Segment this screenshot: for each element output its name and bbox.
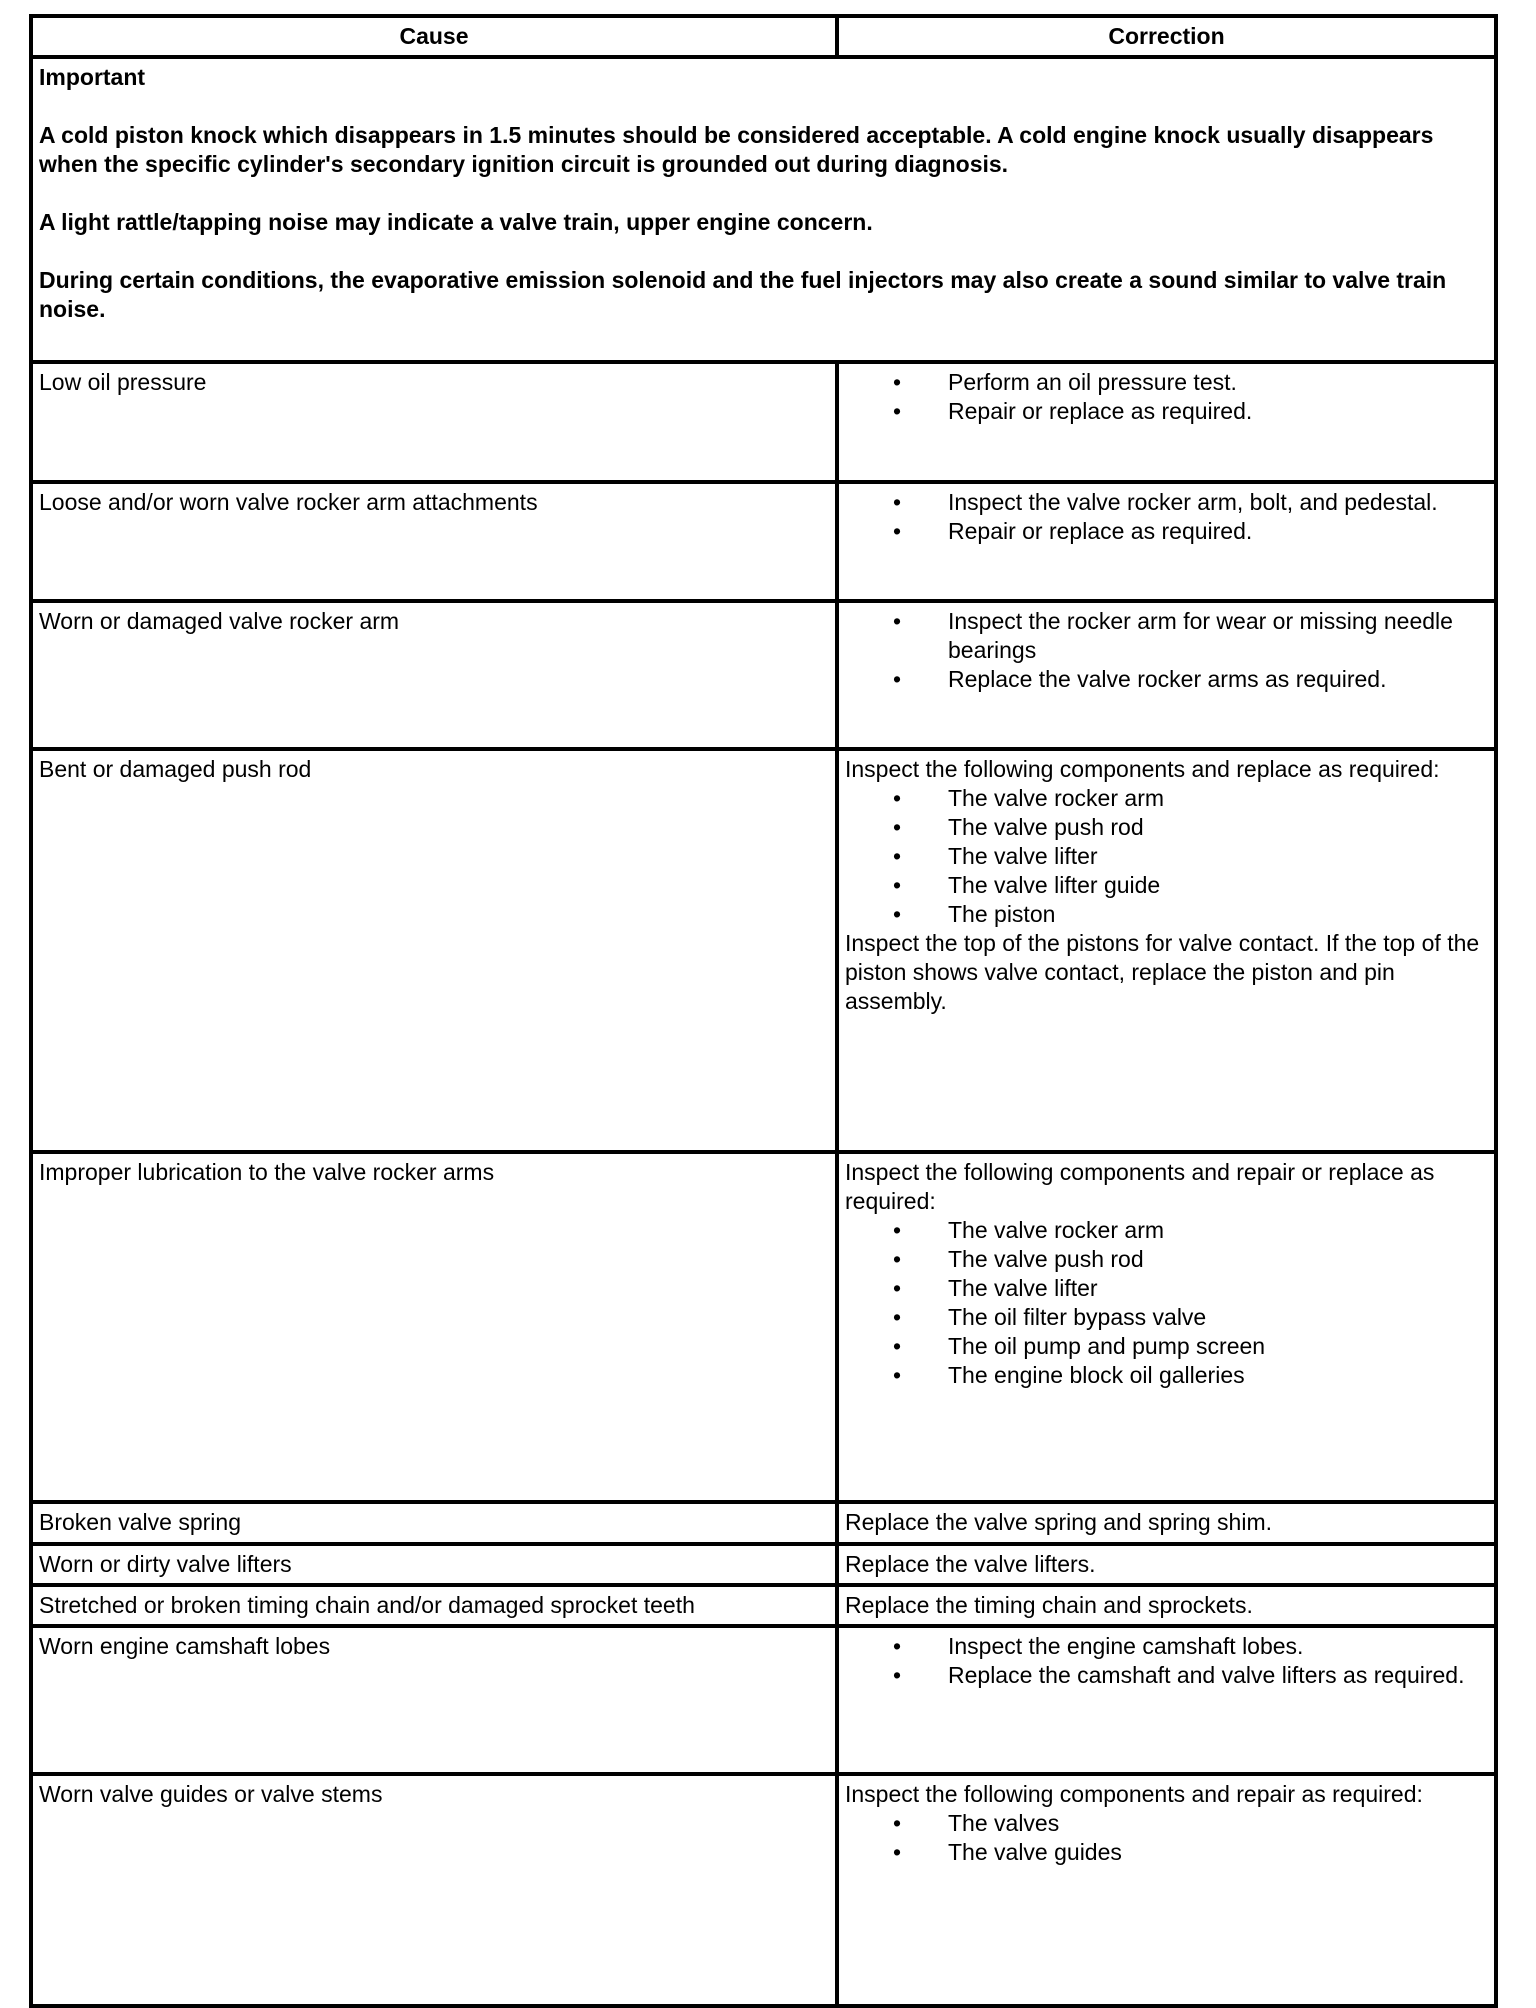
list-item: • Repair or replace as required. bbox=[845, 517, 1488, 546]
correction-list bbox=[845, 1632, 1488, 1690]
list-item: • Inspect the valve rocker arm, bolt, and pedestal. bbox=[845, 488, 1488, 517]
correction-cell bbox=[837, 1774, 1496, 2006]
correction-cell: Replace the valve spring and spring shim. bbox=[837, 1502, 1496, 1544]
important-note bbox=[31, 57, 1496, 362]
table-row bbox=[31, 482, 1496, 601]
list-item: • Repair or replace as required. bbox=[845, 397, 1488, 426]
table-row bbox=[31, 601, 1496, 749]
table-row bbox=[31, 362, 1496, 482]
list-item: • The oil filter bypass valve bbox=[845, 1303, 1488, 1332]
list-item: • The valve lifter bbox=[845, 1274, 1488, 1303]
list-item: • Inspect the engine camshaft lobes. bbox=[845, 1632, 1488, 1661]
cause-cell: Stretched or broken timing chain and/or damaged sprocket teeth bbox=[31, 1585, 837, 1626]
list-item: • The valve push rod bbox=[845, 813, 1488, 842]
correction-list bbox=[845, 784, 1488, 929]
correction-cell bbox=[837, 1626, 1496, 1774]
list-item: • The valve push rod bbox=[845, 1245, 1488, 1274]
cause-cell: Improper lubrication to the valve rocker arms bbox=[31, 1152, 837, 1502]
correction-list bbox=[845, 1809, 1488, 1867]
correction-cell bbox=[837, 362, 1496, 482]
table-row bbox=[31, 1152, 1496, 1502]
list-item: • Perform an oil pressure test. bbox=[845, 368, 1488, 397]
correction-cell: Replace the valve lifters. bbox=[837, 1544, 1496, 1585]
correction-intro: Inspect the following components and repair as required: bbox=[845, 1781, 1423, 1807]
list-item: • The valves bbox=[845, 1809, 1488, 1838]
correction-cell bbox=[837, 1152, 1496, 1502]
correction-list bbox=[845, 368, 1488, 426]
list-item: • The valve lifter guide bbox=[845, 871, 1488, 900]
list-item: • The engine block oil galleries bbox=[845, 1361, 1488, 1390]
correction-cell: Replace the timing chain and sprockets. bbox=[837, 1585, 1496, 1626]
table-row bbox=[31, 1626, 1496, 1774]
cause-cell: Loose and/or worn valve rocker arm attachments bbox=[31, 482, 837, 601]
important-paragraph: During certain conditions, the evaporative emission solenoid and the fuel injectors may also create a sound similar to valve train noise. bbox=[39, 267, 1447, 322]
important-paragraph: A cold piston knock which disappears in 1.5 minutes should be considered acceptable. A cold engine knock usually disappears when the specific cylinder's secondary ignition circuit is grounded out during diagnosis. bbox=[39, 122, 1434, 177]
important-paragraph: A light rattle/tapping noise may indicate a valve train, upper engine concern. bbox=[39, 209, 873, 235]
list-item: • The valve lifter bbox=[845, 842, 1488, 871]
list-item: • The piston bbox=[845, 900, 1488, 929]
table-row bbox=[31, 1544, 1496, 1585]
correction-intro: Inspect the following components and replace as required: bbox=[845, 756, 1440, 782]
important-row bbox=[31, 57, 1496, 362]
list-item: • The valve guides bbox=[845, 1838, 1488, 1867]
header-cause: Cause bbox=[31, 16, 837, 57]
cause-cell: Worn or dirty valve lifters bbox=[31, 1544, 837, 1585]
correction-list bbox=[845, 1216, 1488, 1390]
list-item: • Inspect the rocker arm for wear or missing needle bearings bbox=[845, 607, 1488, 665]
cause-cell: Worn or damaged valve rocker arm bbox=[31, 601, 837, 749]
cause-cell: Bent or damaged push rod bbox=[31, 749, 837, 1152]
list-item: • The oil pump and pump screen bbox=[845, 1332, 1488, 1361]
correction-outro: Inspect the top of the pistons for valve contact. If the top of the piston shows valve contact, replace the piston and pin assembly. bbox=[845, 930, 1480, 1014]
correction-intro: Inspect the following components and repair or replace as required: bbox=[845, 1159, 1435, 1214]
diagnostic-table bbox=[29, 14, 1498, 2008]
header-correction: Correction bbox=[837, 16, 1496, 57]
list-item: • The valve rocker arm bbox=[845, 784, 1488, 813]
correction-cell bbox=[837, 482, 1496, 601]
list-item: • Replace the valve rocker arms as required. bbox=[845, 665, 1488, 694]
cause-cell: Worn engine camshaft lobes bbox=[31, 1626, 837, 1774]
table-row bbox=[31, 1585, 1496, 1626]
table-row bbox=[31, 1502, 1496, 1544]
table-row bbox=[31, 1774, 1496, 2006]
correction-list bbox=[845, 488, 1488, 546]
list-item: • The valve rocker arm bbox=[845, 1216, 1488, 1245]
correction-cell bbox=[837, 601, 1496, 749]
cause-cell: Low oil pressure bbox=[31, 362, 837, 482]
correction-list bbox=[845, 607, 1488, 694]
important-title: Important bbox=[39, 64, 146, 90]
list-item: • Replace the camshaft and valve lifters as required. bbox=[845, 1661, 1488, 1690]
cause-cell: Broken valve spring bbox=[31, 1502, 837, 1544]
cause-cell: Worn valve guides or valve stems bbox=[31, 1774, 837, 2006]
header-row bbox=[31, 16, 1496, 57]
table-row bbox=[31, 749, 1496, 1152]
correction-cell bbox=[837, 749, 1496, 1152]
